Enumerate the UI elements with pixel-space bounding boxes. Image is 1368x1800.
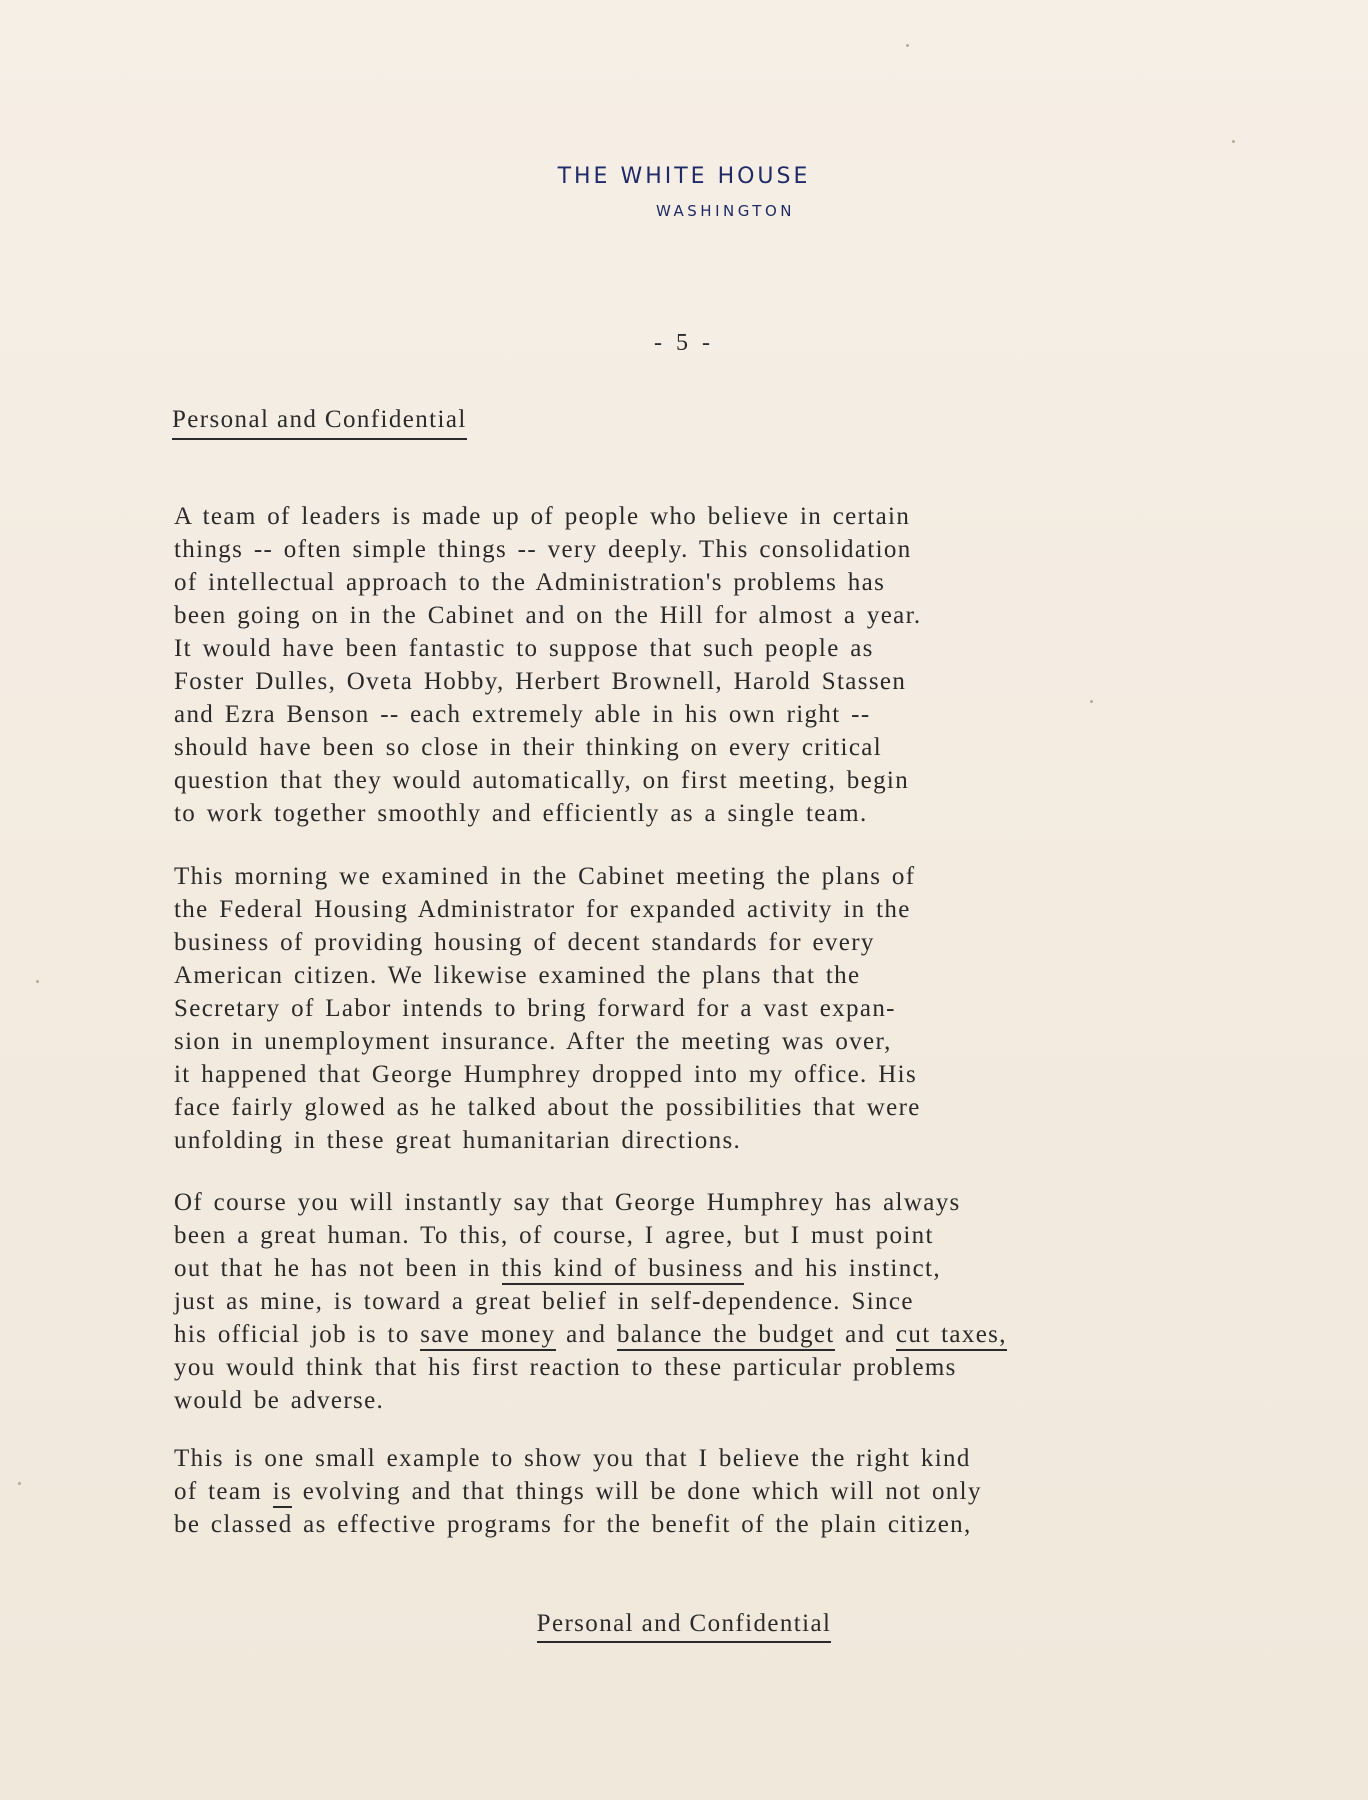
- page-number: - 5 -: [654, 330, 714, 356]
- paragraph-2: [174, 860, 1174, 1157]
- paragraph-4: [174, 1442, 1174, 1541]
- text-line: it happened that George Humphrey dropped into my office. His: [174, 1061, 918, 1088]
- text-line: sion in unemployment insurance. After the meeting was over,: [174, 1028, 892, 1055]
- text-line: be classed as effective programs for the benefit of the plain citizen,: [174, 1511, 972, 1538]
- paragraph-1: [174, 500, 1174, 830]
- underlined-phrase: this kind of business: [502, 1255, 744, 1285]
- confidential-marking-bottom: [0, 1610, 1368, 1638]
- text-line: been going on in the Cabinet and on the Hill for almost a year.: [174, 602, 922, 629]
- text-line: things -- often simple things -- very deeply. This consolidation: [174, 536, 912, 563]
- text-line: to work together smoothly and efficiently as a single team.: [174, 800, 868, 827]
- text-line: It would have been fantastic to suppose that such people as: [174, 635, 874, 662]
- text-line: Foster Dulles, Oveta Hobby, Herbert Brownell, Harold Stassen: [174, 668, 907, 695]
- underlined-phrase: is: [273, 1478, 292, 1508]
- text-line: would be adverse.: [174, 1387, 385, 1414]
- text-line: and Ezra Benson -- each extremely able in his own right --: [174, 701, 871, 728]
- text-line: unfolding in these great humanitarian directions.: [174, 1127, 742, 1154]
- text-line: This morning we examined in the Cabinet meeting the plans of: [174, 863, 916, 890]
- text-line: This is one small example to show you that I believe the right kind: [174, 1445, 971, 1472]
- text-segment: out that he has not been in: [174, 1255, 502, 1282]
- text-line: A team of leaders is made up of people who believe in certain: [174, 503, 911, 530]
- text-line: business of providing housing of decent standards for every: [174, 929, 875, 956]
- text-line: should have been so close in their thinking on every critical: [174, 734, 883, 761]
- text-segment: and: [555, 1321, 617, 1348]
- text-line: the Federal Housing Administrator for expanded activity in the: [174, 896, 911, 923]
- confidential-marking-top: Personal and Confidential: [172, 406, 467, 440]
- text-line: Of course you will instantly say that George Humphrey has always: [174, 1189, 961, 1216]
- text-line: of intellectual approach to the Administration's problems has: [174, 569, 886, 596]
- text-line: [174, 1475, 1174, 1508]
- text-segment: of team: [174, 1478, 273, 1505]
- paper-speck: [36, 980, 39, 983]
- underlined-phrase: balance the budget: [617, 1321, 835, 1351]
- text-segment: and: [834, 1321, 896, 1348]
- paper-speck: [18, 1482, 21, 1485]
- text-line: been a great human. To this, of course, I agree, but I must point: [174, 1222, 934, 1249]
- paper-speck: [1090, 700, 1093, 703]
- confidential-marking-bottom-text: Personal and Confidential: [537, 1610, 832, 1643]
- text-segment: evolving and that things will be done which will not only: [292, 1478, 982, 1505]
- paper-speck: [906, 44, 909, 47]
- text-line: just as mine, is toward a great belief in self-dependence. Since: [174, 1288, 914, 1315]
- letterhead-title: THE WHITE HOUSE: [557, 164, 811, 189]
- letterhead-subtitle: WASHINGTON: [656, 202, 795, 220]
- text-line: you would think that his first reaction to these particular problems: [174, 1354, 957, 1381]
- paper-speck: [1232, 140, 1235, 143]
- text-line: face fairly glowed as he talked about the possibilities that were: [174, 1094, 921, 1121]
- text-segment: and his instinct,: [743, 1255, 941, 1282]
- text-line: [174, 1252, 1174, 1285]
- text-line: question that they would automatically, on first meeting, begin: [174, 767, 910, 794]
- text-line: American citizen. We likewise examined the plans that the: [174, 962, 861, 989]
- text-line: Secretary of Labor intends to bring forward for a vast expan-: [174, 995, 896, 1022]
- paragraph-3: [174, 1186, 1174, 1417]
- underlined-phrase: cut taxes,: [896, 1321, 1007, 1351]
- text-line: [174, 1318, 1174, 1351]
- underlined-phrase: save money: [420, 1321, 555, 1351]
- text-segment: his official job is to: [174, 1321, 421, 1348]
